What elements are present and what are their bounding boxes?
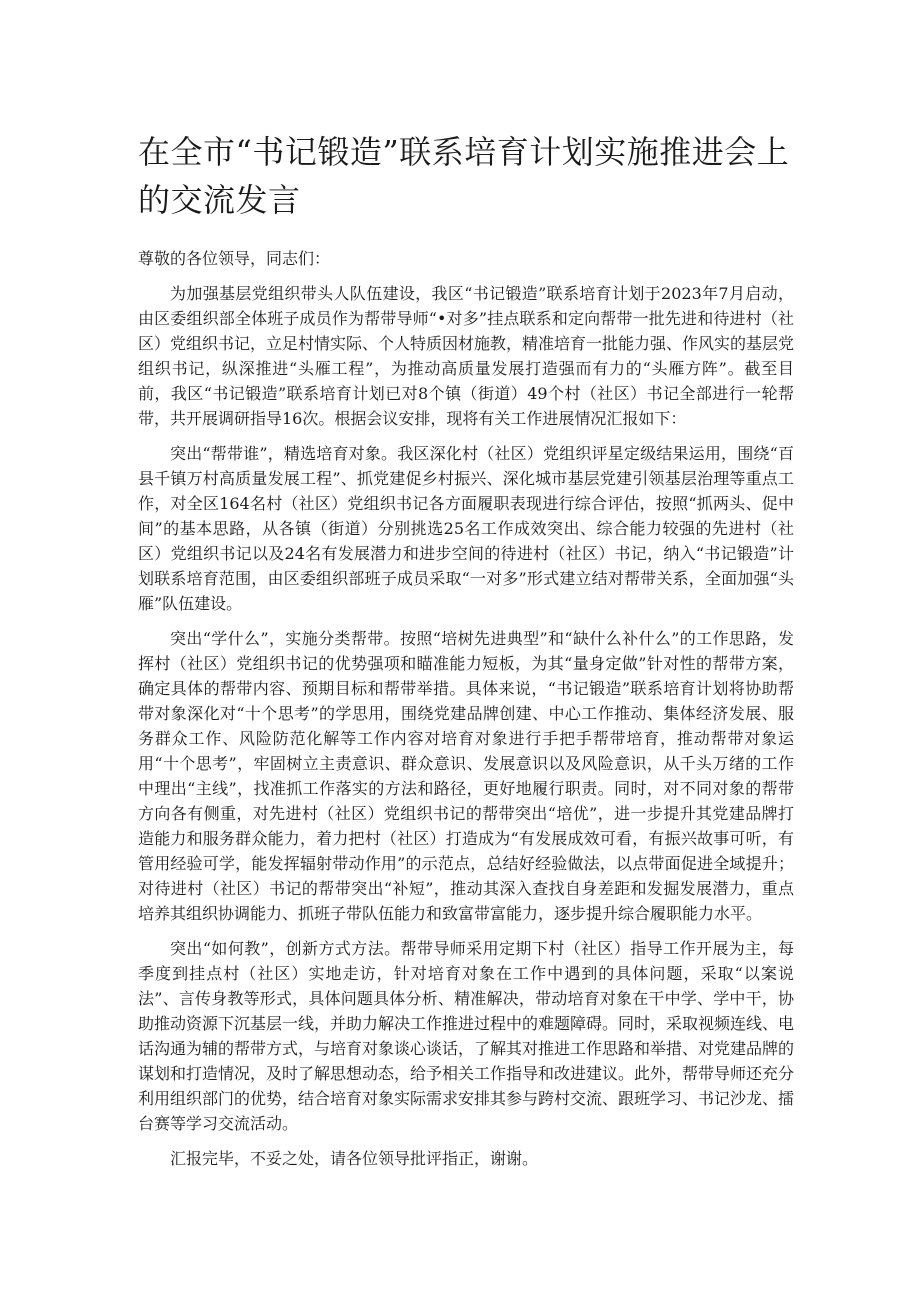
paragraph-who-to-mentor: 突出“帮带谁”，精选培育对象。我区深化村（社区）党组织评星定级结果运用，围绕“百县千镇万村高质量发展工程”、抓党建促乡村振兴、深化城市基层党建引领基层治理等重点工作，对全区164名村（社区）党组织书记各方面履职表现进行综合评估，按照“抓两头、促中间”的基本思路，从各镇（街道）分别挑选25名工作成效突出、综合能力较强的先进村（社区）党组织书记以及24名有发展潜力和进步空间的待进村（社区）书记，纳入“书记锻造”计划联系培育范围，由区委组织部班子成员采取“一对多”形式建立结对帮带关系，全面加强“头雁”队伍建设。 [138, 444, 794, 613]
closing-remark: 汇报完毕，不妥之处，请各位领导批评指正，谢谢。 [170, 1149, 539, 1168]
salutation: 尊敬的各位领导，同志们： [138, 249, 331, 268]
paragraph-how-to-teach: 突出“如何教”，创新方式方法。帮带导师采用定期下村（社区）指导工作开展为主，每季度到挂点村（社区）实地走访，针对培育对象在工作中遇到的具体问题，采取“以案说法”、言传身教等形式，具体问题具体分析、精准解决，带动培育对象在干中学、学中干，协助推动资源下沉基层一线，并助力解决工作推进过程中的难题障碍。同时，采取视频连线、电话沟通为辅的帮带方式，与培育对象谈心谈话，了解其对推进工作思路和举措、对党建品牌的谋划和打造情况，及时了解思想动态，给予相关工作指导和改进建议。此外，帮带导师还充分利用组织部门的优势，结合培育对象实际需求安排其参与跨村交流、跟班学习、书记沙龙、擂台赛等学习交流活动。 [138, 939, 795, 1133]
document-page [138, 128, 794, 1181]
paragraph-intro: 为加强基层党组织带头人队伍建设，我区“书记锻造”联系培育计划于2023年7月启动，由区委组织部全体班子成员作为帮带导师“•对多”挂点联系和定向帮带一批先进和待进村（社区）党组织书记，立足村情实际、个人特质因材施教，精准培育一批能力强、作风实的基层党组织书记，纵深推进“头雁工程”，为推动高质量发展打造强而有力的“头雁方阵”。截至目前，我区“书记锻造”联系培育计划已对8个镇（街道）49个村（社区）书记全部进行一轮帮带，共开展调研指导16次。根据会议安排，现将有关工作进展情况汇报如下： [138, 284, 795, 428]
paragraph-what-to-learn: 突出“学什么”，实施分类帮带。按照“培树先进典型”和“缺什么补什么”的工作思路，发挥村（社区）党组织书记的优势强项和瞄准能力短板，为其“量身定做”针对性的帮带方案，确定具体的帮带内容、预期目标和帮带举措。具体来说，“书记锻造”联系培育计划将协助帮带对象深化对“十个思考”的学思用，围绕党建品牌创建、中心工作推动、集体经济发展、服务群众工作、风险防范化解等工作内容对培育对象进行手把手帮带培育，推动帮带对象运用“十个思考”，牢固树立主责意识、群众意识、发展意识以及风险意识，从千头万绪的工作中理出“主线”，找准抓工作落实的方法和路径，更好地履行职责。同时，对不同对象的帮带方向各有侧重，对先进村（社区）党组织书记的帮带突出“培优”，进一步提升其党建品牌打造能力和服务群众能力，着力把村（社区）打造成为“有发展成效可看，有振兴故事可听，有管用经验可学，能发挥辐射带动作用”的示范点，总结好经验做法，以点带面促进全域提升；对待进村（社区）书记的帮带突出“补短”，推动其深入查找自身差距和发掘发展潜力，重点培养其组织协调能力、抓班子带队伍能力和致富带富能力，逐步提升综合履职能力水平。 [138, 629, 794, 923]
document-title: 在全市“书记锻造”联系培育计划实施推进会上的交流发言 [138, 133, 790, 219]
